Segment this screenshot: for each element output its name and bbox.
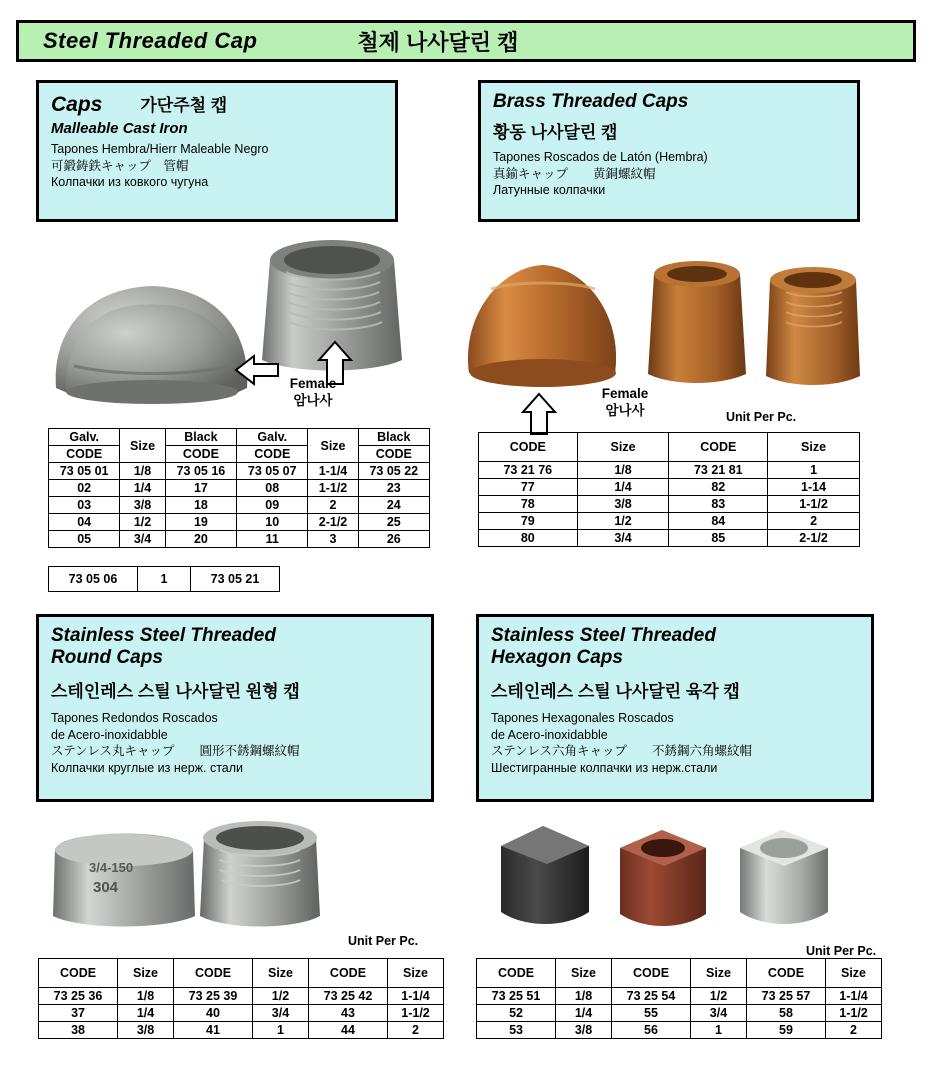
table-row <box>49 531 430 548</box>
malleable-callout-en: Female <box>289 376 337 391</box>
cell-code: 23 <box>358 480 429 497</box>
ss-round-line-jp: ステンレス丸キャップ 圓形不銹鋼螺紋帽 <box>51 744 300 758</box>
ss-round-line-ru: Колпачки круглые из нерж. стали <box>51 760 244 775</box>
malleable-title-kr: 가단주철 캡 <box>140 96 228 115</box>
cell-size: 1 <box>768 462 860 479</box>
table-subheader-row <box>49 446 430 463</box>
th-size-2: Size <box>308 429 358 463</box>
cell-size: 3/8 <box>120 497 165 514</box>
cell-code: 09 <box>237 497 308 514</box>
ss-hex-title-kr: 스테인레스 스틸 나사달린 육각 캡 <box>491 682 740 701</box>
cell-size: 3 <box>308 531 358 548</box>
table-header-row <box>39 959 444 988</box>
cell-code: 78 <box>479 496 578 513</box>
cell-size: 1 <box>691 1022 747 1039</box>
brass-line-es: Tapones Roscados de Latón (Hembra) <box>493 150 708 164</box>
ss-round-title-kr: 스테인레스 스틸 나사달린 원형 캡 <box>51 682 300 701</box>
cell-code: 24 <box>358 497 429 514</box>
th-black-1: Black <box>165 429 236 446</box>
table-row <box>39 1005 444 1022</box>
cell-size: 1/4 <box>556 1005 612 1022</box>
cell-code: 56 <box>611 1022 690 1039</box>
cell-size: 1 <box>253 1022 309 1039</box>
th-code-1: CODE <box>49 446 120 463</box>
cell-size: 2 <box>768 513 860 530</box>
cell-code: 73 25 36 <box>39 988 118 1005</box>
brass-cap-photo-3 <box>760 258 870 393</box>
cell-code: 73 25 39 <box>173 988 252 1005</box>
cell-code: 19 <box>165 514 236 531</box>
brass-line-ru: Латунные колпачки <box>493 183 606 197</box>
malleable-cap-photo-side <box>48 270 258 405</box>
cell-code: 80 <box>479 530 578 547</box>
table-header-row <box>479 433 860 462</box>
cell-size: 1/4 <box>118 1005 174 1022</box>
th-code-3: CODE <box>308 959 387 988</box>
table-row <box>49 463 430 480</box>
cell-code: 53 <box>477 1022 556 1039</box>
ss-round-line-es2: de Acero-inoxidabble <box>51 727 168 742</box>
th-code-1: CODE <box>39 959 118 988</box>
cell-size: 1-1/4 <box>388 988 444 1005</box>
cell-code: 17 <box>165 480 236 497</box>
th-size-2: Size <box>691 959 747 988</box>
brass-table <box>478 432 860 547</box>
cell-code: 73 05 16 <box>165 463 236 480</box>
table-row <box>479 513 860 530</box>
cell-code: 73 25 57 <box>746 988 825 1005</box>
brass-callout <box>575 386 675 420</box>
cell-code: 73 25 42 <box>308 988 387 1005</box>
ss-round-cap-photo-1 <box>45 820 205 940</box>
ss-hex-line-es1: Tapones Hexagonales Roscados <box>491 711 674 725</box>
cell-code: 18 <box>165 497 236 514</box>
cell-size: 1-1/2 <box>388 1005 444 1022</box>
svg-text:3/4-150: 3/4-150 <box>89 860 134 875</box>
cell-code: 03 <box>49 497 120 514</box>
table-row <box>477 988 882 1005</box>
brass-unit-label: Unit Per Pc. <box>726 410 797 424</box>
brass-cap-photo-2 <box>642 250 752 395</box>
th-code-4: CODE <box>358 446 429 463</box>
cell-code: 20 <box>165 531 236 548</box>
cell-code: 73 05 01 <box>49 463 120 480</box>
brass-title-kr: 황동 나사달린 캡 <box>493 123 618 142</box>
brass-line-jp: 真鍮キャップ 黄銅螺紋帽 <box>493 166 656 181</box>
ss-round-title-l2: Round Caps <box>51 647 163 668</box>
cell-size: 1-1/2 <box>768 496 860 513</box>
table-row <box>49 567 280 592</box>
section-header-ss-round <box>36 614 434 802</box>
th-code-1: CODE <box>479 433 578 462</box>
page-title-kr: 철제 나사달린 캡 <box>357 29 519 55</box>
cell-code: 55 <box>611 1005 690 1022</box>
page-title-en: Steel Threaded Cap <box>43 28 258 53</box>
ss-round-line-es1: Tapones Redondos Roscados <box>51 711 218 725</box>
th-galv-2: Galv. <box>237 429 308 446</box>
brass-callout-en: Female <box>601 386 649 401</box>
th-size-3: Size <box>388 959 444 988</box>
cell-code: 10 <box>237 514 308 531</box>
cell-code: 04 <box>49 514 120 531</box>
ss-hex-title-l2: Hexagon Caps <box>491 647 623 668</box>
ss-hex-cap-photo-1 <box>485 812 605 940</box>
malleable-table <box>48 428 430 548</box>
cell-size: 1/2 <box>577 513 669 530</box>
malleable-subtitle: Malleable Cast Iron <box>51 120 188 137</box>
ss-hex-cap-photo-3 <box>726 818 846 942</box>
cell-size: 2 <box>388 1022 444 1039</box>
brass-cap-photo-1 <box>455 245 630 395</box>
cell-size: 1/2 <box>253 988 309 1005</box>
cell-size: 3/8 <box>577 496 669 513</box>
brass-callout-kr: 암나사 <box>605 402 645 418</box>
th-size-1: Size <box>556 959 612 988</box>
cell-size: 3/4 <box>253 1005 309 1022</box>
cell-size: 3/4 <box>120 531 165 548</box>
malleable-table-footer <box>48 566 280 592</box>
section-header-ss-hex <box>476 614 874 802</box>
cell-size: 1-1/2 <box>826 1005 882 1022</box>
th-code-3: CODE <box>237 446 308 463</box>
table-row <box>477 1022 882 1039</box>
cell-code: 11 <box>237 531 308 548</box>
cell-code: 73 25 51 <box>477 988 556 1005</box>
cell-code: 41 <box>173 1022 252 1039</box>
cell-size: 1/4 <box>120 480 165 497</box>
table-row <box>479 530 860 547</box>
cell-size: 3/4 <box>577 530 669 547</box>
page-title-bar <box>16 20 916 62</box>
table-row <box>479 462 860 479</box>
cell-code: 79 <box>479 513 578 530</box>
ss-round-table <box>38 958 444 1039</box>
malleable-line-jp: 可鍛鋳鉄キャップ 管帽 <box>51 158 189 173</box>
cell-size: 1/8 <box>118 988 174 1005</box>
ss-round-title-l1: Stainless Steel Threaded <box>51 625 276 646</box>
ss-hex-cap-photo-2 <box>606 818 724 942</box>
ss-round-unit-label: Unit Per Pc. <box>348 934 419 948</box>
cell-code: 73 21 81 <box>669 462 768 479</box>
cell-code: 73 25 54 <box>611 988 690 1005</box>
cell-code: 25 <box>358 514 429 531</box>
brass-title-en: Brass Threaded Caps <box>493 91 689 112</box>
malleable-title-en: Caps <box>51 93 103 116</box>
malleable-callout <box>268 376 358 410</box>
th-size-3: Size <box>826 959 882 988</box>
cell-size: 1-1/2 <box>308 480 358 497</box>
ss-round-cap-photo-2 <box>196 812 326 940</box>
cell-size: 1/8 <box>556 988 612 1005</box>
cell-code: 05 <box>49 531 120 548</box>
ss-hex-unit-label: Unit Per Pc. <box>806 944 877 958</box>
cell-code: 43 <box>308 1005 387 1022</box>
th-code-2: CODE <box>611 959 690 988</box>
cell-size: 1/4 <box>577 479 669 496</box>
malleable-line-ru: Колпачки из ковкого чугуна <box>51 175 209 189</box>
th-size-1: Size <box>577 433 669 462</box>
cell-code: 59 <box>746 1022 825 1039</box>
th-galv-1: Galv. <box>49 429 120 446</box>
cell-code: 02 <box>49 480 120 497</box>
arrow-up-icon-brass <box>520 392 558 436</box>
th-code-3: CODE <box>746 959 825 988</box>
th-code-1: CODE <box>477 959 556 988</box>
th-size-2: Size <box>768 433 860 462</box>
ss-hex-line-jp: ステンレス六角キャップ 不銹鋼六角螺紋帽 <box>491 744 752 758</box>
cell-size: 1/2 <box>691 988 747 1005</box>
cell-size: 1/8 <box>577 462 669 479</box>
cell-code: 84 <box>669 513 768 530</box>
cell-size: 2-1/2 <box>768 530 860 547</box>
th-code-2: CODE <box>669 433 768 462</box>
cell-code: 83 <box>669 496 768 513</box>
th-code-2: CODE <box>165 446 236 463</box>
cell-code: 73 05 22 <box>358 463 429 480</box>
section-header-malleable <box>36 80 398 222</box>
cell-code: 44 <box>308 1022 387 1039</box>
cell-code: 73 05 21 <box>191 567 280 592</box>
cell-code: 52 <box>477 1005 556 1022</box>
th-size-2: Size <box>253 959 309 988</box>
cell-size: 1-1/4 <box>826 988 882 1005</box>
ss-hex-table <box>476 958 882 1039</box>
table-row <box>479 479 860 496</box>
cell-size: 3/8 <box>556 1022 612 1039</box>
section-header-brass <box>478 80 860 222</box>
cell-code: 58 <box>746 1005 825 1022</box>
cell-code: 26 <box>358 531 429 548</box>
cell-size: 1/2 <box>120 514 165 531</box>
ss-hex-line-es2: de Acero-inoxidabble <box>491 727 608 742</box>
th-size-1: Size <box>118 959 174 988</box>
th-black-2: Black <box>358 429 429 446</box>
table-header-row <box>49 429 430 446</box>
cell-size: 3/8 <box>118 1022 174 1039</box>
svg-text:304: 304 <box>93 879 119 896</box>
table-row <box>39 1022 444 1039</box>
table-row <box>49 497 430 514</box>
ss-hex-line-ru: Шестигранные колпачки из нерж.стали <box>491 760 718 775</box>
th-code-2: CODE <box>173 959 252 988</box>
cell-code: 77 <box>479 479 578 496</box>
ss-hex-title-l1: Stainless Steel Threaded <box>491 625 716 646</box>
cell-code: 73 05 06 <box>49 567 138 592</box>
table-row <box>479 496 860 513</box>
cell-size: 1-14 <box>768 479 860 496</box>
cell-code: 82 <box>669 479 768 496</box>
cell-size: 1 <box>138 567 191 592</box>
cell-size: 2 <box>308 497 358 514</box>
cell-code: 85 <box>669 530 768 547</box>
th-size-1: Size <box>120 429 165 463</box>
table-row <box>39 988 444 1005</box>
cell-code: 73 21 76 <box>479 462 578 479</box>
malleable-callout-kr: 암나사 <box>293 392 333 408</box>
cell-code: 40 <box>173 1005 252 1022</box>
cell-size: 2-1/2 <box>308 514 358 531</box>
cell-code: 38 <box>39 1022 118 1039</box>
table-header-row <box>477 959 882 988</box>
cell-size: 1-1/4 <box>308 463 358 480</box>
table-row <box>49 480 430 497</box>
cell-size: 3/4 <box>691 1005 747 1022</box>
malleable-line-es: Tapones Hembra/Hierr Maleable Negro <box>51 142 269 156</box>
table-row <box>49 514 430 531</box>
cell-code: 73 05 07 <box>237 463 308 480</box>
cell-size: 1/8 <box>120 463 165 480</box>
table-row <box>477 1005 882 1022</box>
cell-size: 2 <box>826 1022 882 1039</box>
cell-code: 37 <box>39 1005 118 1022</box>
cell-code: 08 <box>237 480 308 497</box>
